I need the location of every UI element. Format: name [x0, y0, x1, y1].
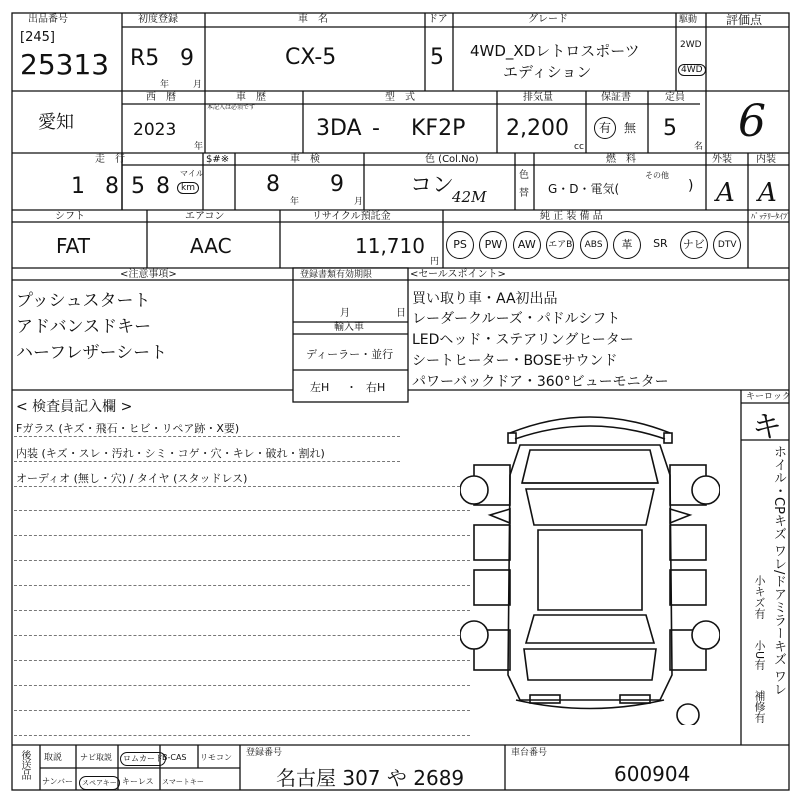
mileage-label: 走 行 — [95, 154, 125, 165]
reg-doc-label: 登録書類有効期限 — [300, 270, 373, 280]
fuel-other: その他 — [645, 171, 669, 180]
shift-label: シフト — [55, 211, 85, 222]
warranty-no: 無 — [624, 121, 637, 135]
battery-label: ﾊﾞｯﾃﾘｰﾀｲﾌﾟ — [751, 212, 791, 221]
model-prefix: 3DA — [316, 116, 362, 141]
year-unit: 年 — [194, 142, 204, 152]
ship-item: ナビ取説 — [80, 753, 112, 762]
drive-label: 駆動 — [679, 15, 698, 25]
mileage-unit-km: km — [177, 182, 199, 194]
score-value: 6 — [738, 96, 766, 147]
keylock-value: キ — [752, 410, 782, 445]
exterior-grade: A — [716, 178, 735, 208]
aircon-value: AAC — [190, 234, 232, 258]
note-item: アドバンスドキー — [16, 317, 152, 337]
side-note-repair: 補修有 — [753, 690, 766, 723]
fuel-close: ) — [688, 178, 694, 194]
grade-line2: エディション — [503, 63, 592, 81]
warranty-label: 保証書 — [601, 92, 631, 103]
factory-option: PS — [446, 231, 474, 259]
side-note-scratch: 小キズ有 — [753, 575, 766, 619]
reg-no-label: 登録番号 — [246, 748, 283, 758]
sales-point: LEDヘッド・ステアリングヒーター — [412, 332, 634, 348]
capacity-unit: 名 — [694, 142, 704, 152]
sales-point: パワーバックドア・360°ビューモニター — [412, 374, 669, 390]
warranty-yes: 有 — [594, 117, 616, 139]
meter-swap-label: $#※ — [206, 154, 230, 165]
factory-option: ナビ — [680, 231, 708, 259]
model-code: KF2P — [411, 116, 466, 141]
mileage-digit-4: 8 — [156, 174, 170, 199]
shipping-label: 後送品 — [19, 750, 30, 780]
inspector-line: Fガラス (キズ・飛石・ヒビ・リペア跡・X要) — [16, 422, 240, 435]
ship-item: スマートキー — [162, 778, 204, 786]
inspector-label: < 検査員記入欄 > — [16, 399, 133, 415]
aircon-label: エアコン — [185, 211, 225, 222]
ship-item: B-CAS — [162, 753, 187, 762]
year-value: 2023 — [133, 120, 177, 140]
doors-value: 5 — [430, 45, 444, 70]
keylock-label: キーロック — [746, 392, 791, 402]
factory-option: 革 — [613, 231, 641, 259]
first-reg-month-unit: 月 — [193, 80, 203, 90]
sales-point: レーダークルーズ・パドルシフト — [412, 311, 621, 327]
history-sub: 本記入は必須です — [207, 104, 256, 111]
grade-line1: 4WD_XDレトロスポーツ — [470, 42, 640, 60]
reg-no-value: 名古屋 307 や 2689 — [276, 766, 465, 790]
first-reg-month: 9 — [180, 46, 194, 71]
lot-number: 25313 — [20, 48, 110, 81]
reg-doc-month: 月 — [340, 308, 350, 319]
car-diagram — [460, 405, 720, 725]
factory-option: PW — [479, 231, 507, 259]
import-label: 輸入車 — [334, 322, 364, 333]
import-dot: ・ — [346, 381, 357, 394]
inspection-month-unit: 月 — [354, 197, 364, 207]
recycle-unit: 円 — [430, 257, 440, 267]
color-code: 42M — [452, 188, 487, 206]
fuel-label: 燃 料 — [606, 154, 636, 165]
sales-label: <セールスポイント> — [410, 269, 506, 280]
sales-point: シートヒーター・BOSEサウンド — [412, 353, 618, 369]
note-item: プッシュスタート — [16, 291, 151, 311]
ship-item: ナンバー — [42, 777, 74, 786]
first-reg-year-unit: 年 — [160, 80, 170, 90]
ship-item: スペアキー — [79, 776, 120, 790]
chassis-value: 600904 — [614, 762, 691, 786]
factory-options-label: 純 正 装 備 品 — [540, 211, 603, 222]
drive-2wd: 2WD — [680, 40, 702, 50]
chassis-label: 車台番号 — [511, 748, 548, 758]
side-note-parts: ホイル・CPキズ ワレ/ドアミラーキズ ワレ — [771, 445, 786, 696]
factory-option: AW — [513, 231, 541, 259]
cc-unit: cc — [574, 142, 584, 152]
displacement-label: 排気量 — [523, 92, 553, 103]
color-label: 色 (Col.No) — [425, 154, 479, 165]
inspector-line: 内装 (キズ・スレ・汚れ・シミ・コゲ・穴・キレ・破れ・割れ) — [16, 447, 325, 460]
ship-item: リモコン — [200, 753, 232, 762]
mileage-digit-2: 8 — [105, 174, 119, 199]
ship-item: 取説 — [44, 753, 63, 763]
interior-grade: A — [758, 178, 777, 208]
car-name: CX-5 — [285, 45, 337, 70]
import-left: 左H — [310, 381, 330, 394]
factory-option: ABS — [580, 231, 608, 259]
factory-option: DTV — [713, 231, 741, 259]
inspection-month: 9 — [330, 172, 344, 197]
lot-label: 出品番号 — [28, 14, 68, 25]
score-label: 評価点 — [726, 13, 763, 27]
first-reg-label: 初度登録 — [138, 14, 178, 25]
notes-label: <注意事項> — [120, 269, 177, 280]
model-dash: - — [372, 116, 380, 141]
drive-4wd: 4WD — [678, 64, 706, 76]
ship-item: ロムカード — [120, 752, 166, 766]
reg-doc-day: 日 — [396, 308, 406, 319]
exterior-label: 外装 — [712, 154, 732, 165]
inspection-year-unit: 年 — [290, 197, 300, 207]
model-label: 型 式 — [385, 92, 415, 103]
shift-value: FAT — [56, 234, 91, 258]
inspector-line: オーディオ (無し・穴) / タイヤ (スタッドレス) — [16, 472, 248, 485]
region: 愛知 — [38, 112, 74, 133]
lot-prefix: [245] — [20, 30, 55, 45]
side-note-dent: 小U有 — [753, 640, 766, 671]
capacity-label: 定員 — [665, 92, 685, 103]
capacity-value: 5 — [663, 116, 677, 141]
grade-label: グレード — [528, 14, 568, 25]
import-right: 右H — [366, 381, 386, 394]
color-swap-bottom: 替 — [519, 188, 529, 199]
factory-option: エアB — [546, 231, 574, 259]
mileage-digit-3: 5 — [131, 174, 145, 199]
import-type: ディーラー・並行 — [306, 348, 394, 361]
ship-item: キーレス — [122, 777, 154, 786]
interior-label: 内装 — [756, 154, 776, 165]
doors-label: ドア — [428, 14, 448, 25]
sales-point: 買い取り車・AA初出品 — [412, 291, 558, 307]
inspection-year: 8 — [266, 172, 280, 197]
recycle-label: リサイクル預託金 — [312, 211, 391, 222]
color-name: コン — [410, 173, 455, 198]
recycle-value: 11,710 — [355, 234, 425, 258]
factory-option: SR — [653, 237, 668, 250]
fuel-options: G・D・電気( — [548, 182, 620, 196]
first-reg-era: R5 — [130, 46, 160, 71]
history-label: 車 歴 — [236, 92, 266, 103]
mileage-digit-1: 1 — [71, 174, 85, 199]
note-item: ハーフレザーシート — [16, 343, 168, 363]
color-swap-top: 色 — [519, 170, 529, 181]
western-label: 西 暦 — [146, 92, 176, 103]
mileage-unit-mile: マイル — [180, 169, 204, 178]
car-name-label: 車 名 — [298, 14, 328, 25]
displacement-value: 2,200 — [506, 116, 569, 141]
inspection-label: 車 検 — [290, 154, 320, 165]
